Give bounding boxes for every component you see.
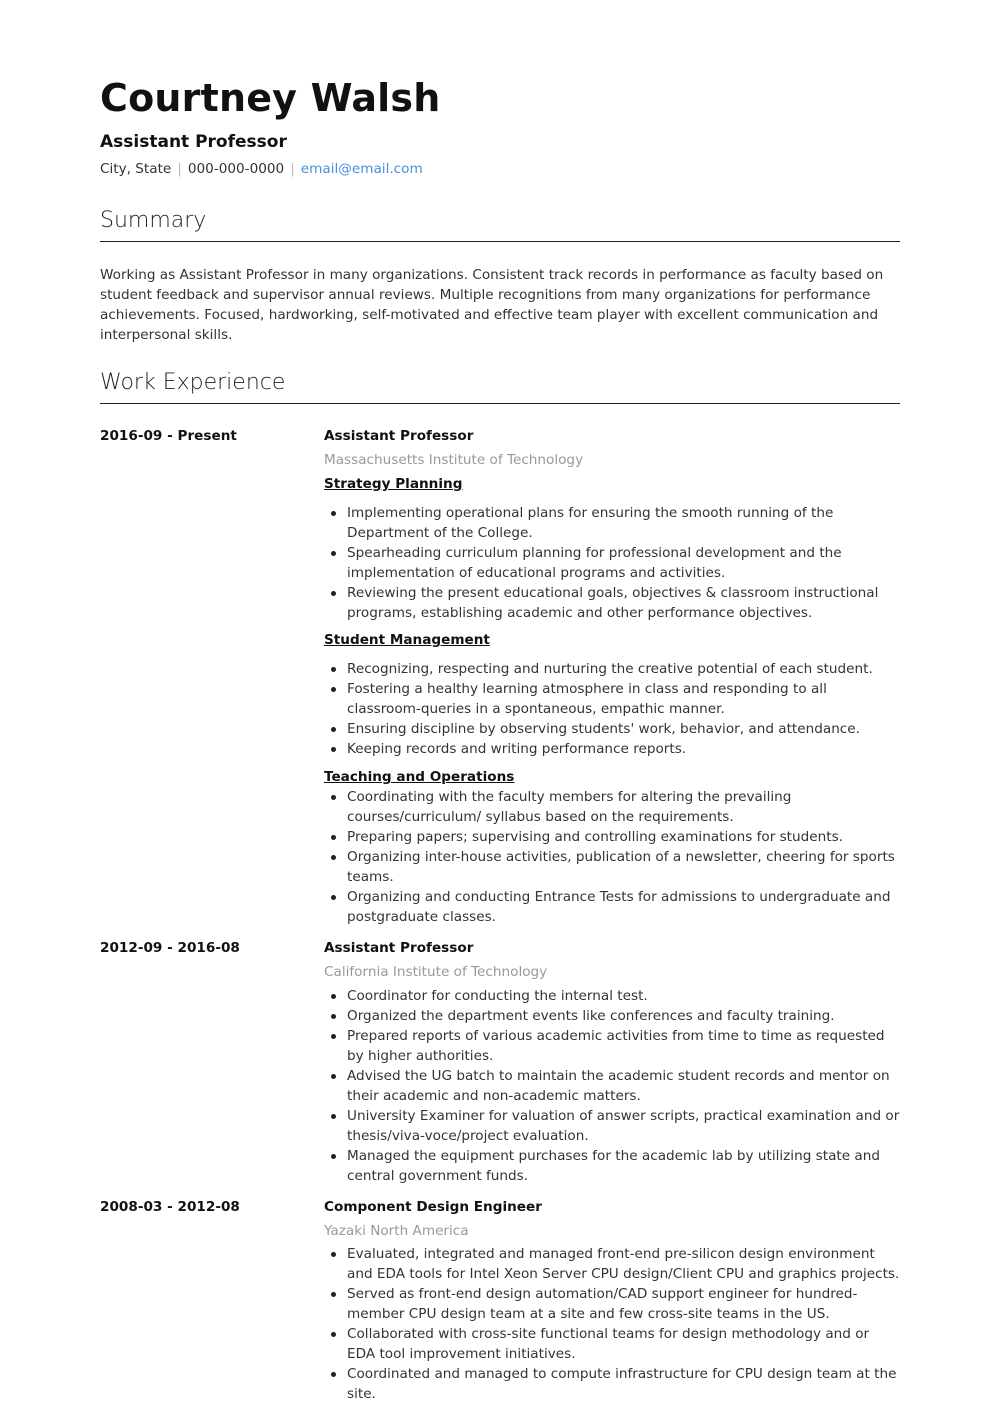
company: California Institute of Technology [324, 964, 548, 980]
bullet: Fostering a healthy learning atmosphere in class and responding to all classroom-queries in a spontaneous, empathic manner. [324, 679, 900, 719]
job-title: Assistant Professor [324, 940, 474, 956]
bullet: Organizing inter-house activities, publication of a newsletter, cheering for sports teams. [324, 847, 900, 887]
bullet: Coordinated and managed to compute infrastructure for CPU design team at the site. [324, 1364, 900, 1404]
candidate-name: Courtney Walsh [100, 76, 441, 120]
contact-line [100, 159, 900, 179]
bullet: Coordinating with the faculty members for altering the prevailing courses/curriculum/ syllabus based on the requirements. [324, 787, 900, 827]
job-entry [100, 938, 900, 1186]
bullet: Evaluated, integrated and managed front-end pre-silicon design environment and EDA tools for Intel Xeon Server CPU design/Client CPU and graphics projects. [324, 1244, 900, 1284]
bullet: Prepared reports of various academic activities from time to time as requested by higher authorities. [324, 1026, 900, 1066]
bullet: Collaborated with cross-site functional teams for design methodology and or EDA tool improvement initiatives. [324, 1324, 900, 1364]
group-heading: Teaching and Operations [324, 769, 515, 785]
bullet-list [324, 503, 900, 623]
summary-text: Working as Assistant Professor in many organizations. Consistent track records in performance as faculty based on student feedback and supervisor annual reviews. Multiple recognitions from many organizations for performance achievements. Focused, hardworking, self-motivated and effective team player with excellent communication and interpersonal skills. [100, 267, 884, 343]
job-title: Assistant Professor [324, 428, 474, 444]
summary-heading: Summary [100, 205, 900, 242]
bullet: Recognizing, respecting and nurturing the creative potential of each student. [324, 659, 900, 679]
bullet-list [324, 1244, 900, 1404]
job-dates: 2012-09 - 2016-08 [100, 940, 240, 956]
bullet: Managed the equipment purchases for the academic lab by utilizing state and central government funds. [324, 1146, 900, 1186]
job-dates: 2016-09 - Present [100, 428, 237, 444]
location: City, State [100, 161, 172, 177]
bullet: Advised the UG batch to maintain the academic student records and mentor on their academic and non-academic matters. [324, 1066, 900, 1106]
job-entry [100, 426, 900, 927]
bullet: Organizing and conducting Entrance Tests for admissions to undergraduate and postgraduate classes. [324, 887, 900, 927]
bullet: Reviewing the present educational goals, objectives & classroom instructional programs, establishing academic and other performance objectives. [324, 583, 900, 623]
company: Yazaki North America [324, 1223, 469, 1239]
separator: | [177, 161, 182, 177]
bullet: Keeping records and writing performance reports. [324, 739, 900, 759]
bullet: Implementing operational plans for ensuring the smooth running of the Department of the College. [324, 503, 900, 543]
phone: 000-000-0000 [187, 161, 285, 177]
email-link[interactable]: email@email.com [300, 161, 423, 177]
separator: | [290, 161, 295, 177]
bullet: Spearheading curriculum planning for professional development and the implementation of educational programs and activities. [324, 543, 900, 583]
candidate-title: Assistant Professor [100, 132, 287, 152]
bullet-list [324, 787, 900, 927]
bullet-list [324, 659, 900, 759]
resume-page [0, 74, 1000, 1404]
group-heading: Strategy Planning [324, 476, 463, 492]
bullet-list [324, 986, 900, 1186]
job-dates: 2008-03 - 2012-08 [100, 1199, 240, 1215]
bullet: Organized the department events like conferences and faculty training. [324, 1006, 900, 1026]
job-entry [100, 1197, 900, 1404]
work-experience-heading: Work Experience [100, 367, 900, 404]
company: Massachusetts Institute of Technology [324, 452, 584, 468]
job-title: Component Design Engineer [324, 1199, 542, 1215]
bullet: Preparing papers; supervising and controlling examinations for students. [324, 827, 900, 847]
bullet: University Examiner for valuation of answer scripts, practical examination and or thesis/viva-voce/project evaluation. [324, 1106, 900, 1146]
bullet: Served as front-end design automation/CAD support engineer for hundred-member CPU design team at a site and few cross-site teams in the US. [324, 1284, 900, 1324]
group-heading: Student Management [324, 632, 490, 648]
bullet: Ensuring discipline by observing students' work, behavior, and attendance. [324, 719, 900, 739]
bullet: Coordinator for conducting the internal test. [324, 986, 900, 1006]
